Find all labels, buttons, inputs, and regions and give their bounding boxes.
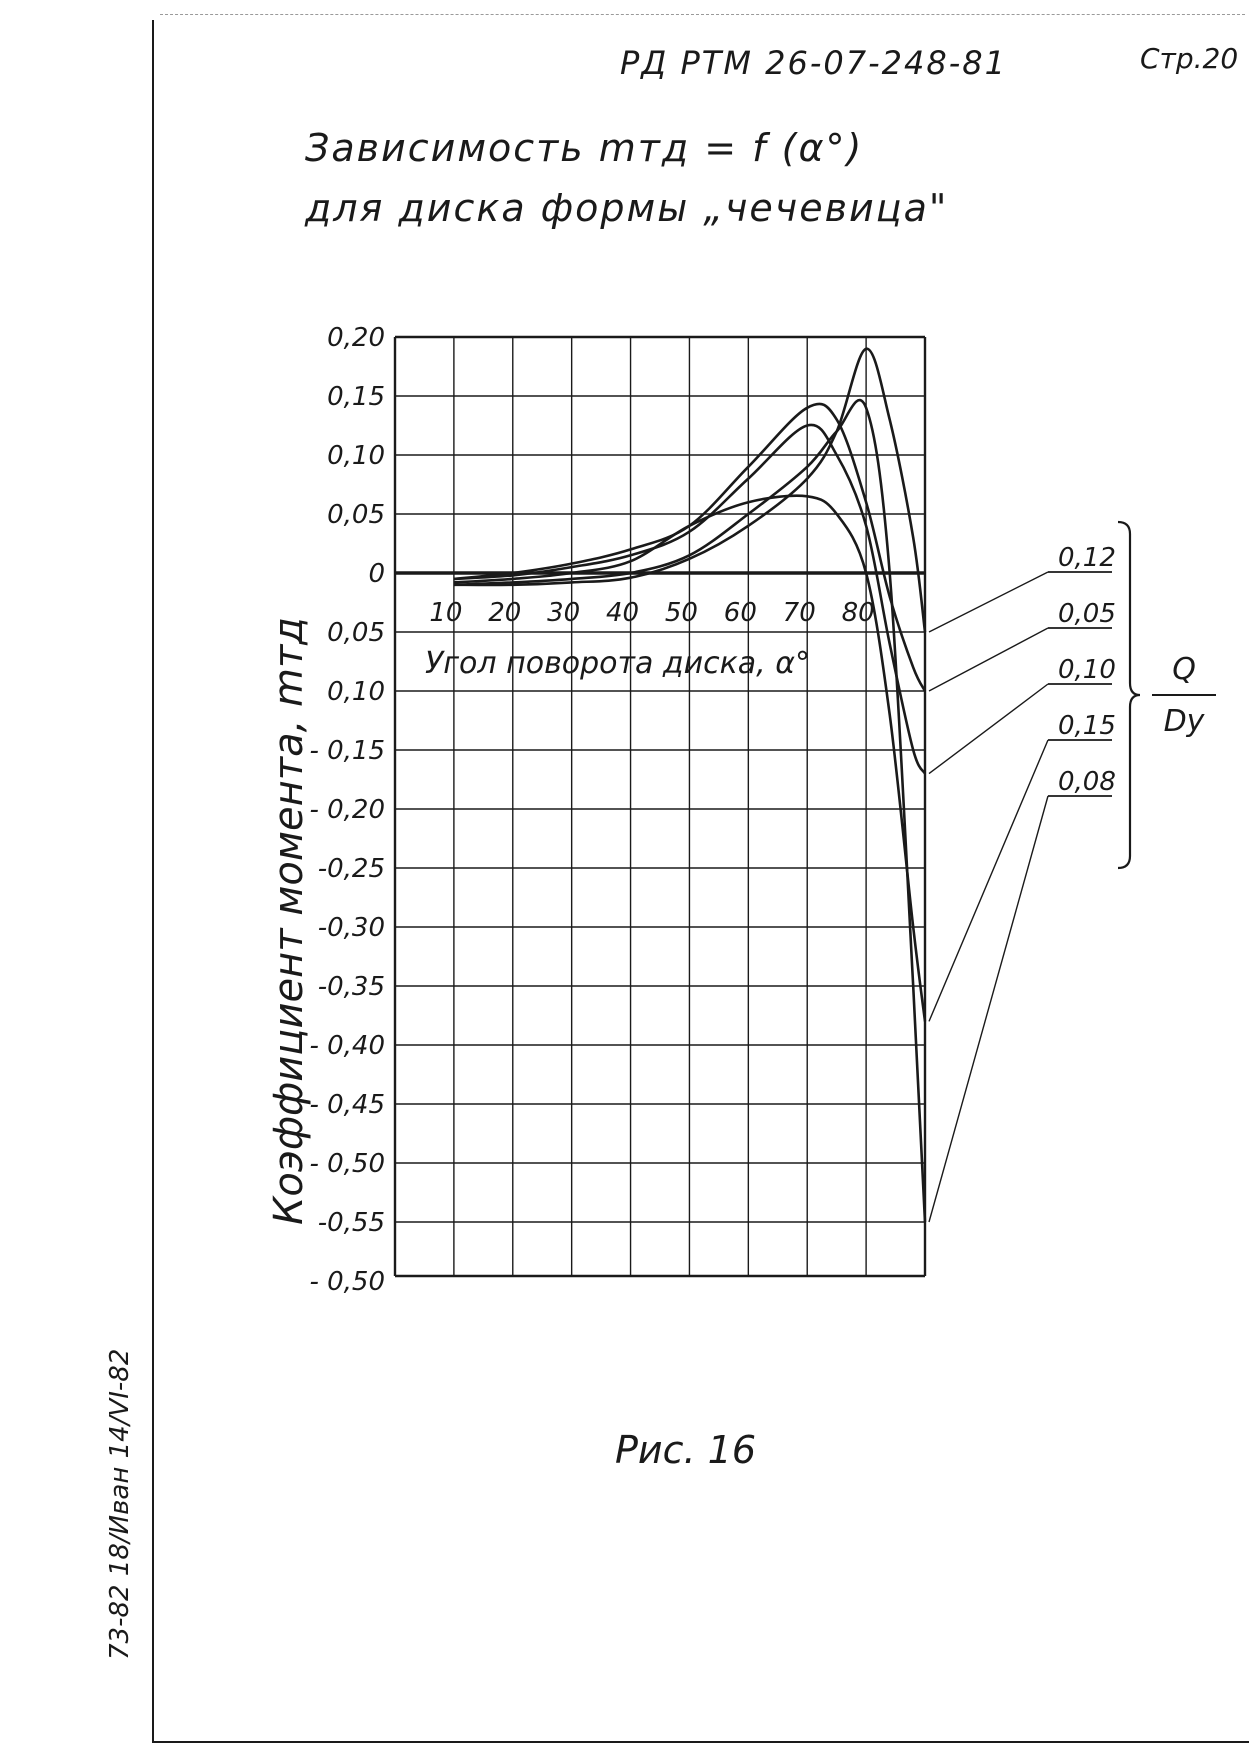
y-tick-label: 0,10 bbox=[327, 441, 385, 471]
x-tick-label: 60 bbox=[723, 598, 757, 628]
y-tick-label: - 0,20 bbox=[309, 795, 385, 825]
legend-label: 0,05 bbox=[1058, 599, 1116, 629]
page-number: Стр.20 bbox=[1140, 42, 1239, 75]
y-tick-label: 0,15 bbox=[327, 382, 385, 412]
x-tick-label: 30 bbox=[547, 598, 581, 628]
margin-signature-note: 73-82 18/Иван 14/VI-82 bbox=[105, 1348, 135, 1660]
figure-caption: Рис. 16 bbox=[615, 1428, 757, 1472]
x-tick-label: 20 bbox=[488, 598, 522, 628]
chart-grid bbox=[395, 337, 925, 1276]
legend-leader-line bbox=[929, 740, 1048, 1021]
legend-brace bbox=[1118, 522, 1140, 868]
document-code: РД РТМ 26-07-248-81 bbox=[620, 44, 1007, 82]
legend-label: 0,10 bbox=[1058, 655, 1116, 685]
y-tick-label: 0,10 bbox=[327, 677, 385, 707]
y-tick-label: -0,25 bbox=[317, 854, 385, 884]
y-tick-label: - 0,40 bbox=[309, 1031, 385, 1061]
x-tick-label: 40 bbox=[606, 598, 640, 628]
legend-leader-line bbox=[929, 572, 1048, 632]
y-tick-label: - 0,45 bbox=[309, 1090, 385, 1120]
legend-label: 0,15 bbox=[1058, 711, 1116, 741]
chart-legend bbox=[929, 522, 1216, 1222]
legend-leader-line bbox=[929, 628, 1048, 691]
legend-title-numerator: Q bbox=[1172, 652, 1196, 687]
legend-label: 0,08 bbox=[1058, 767, 1116, 797]
y-tick-label: - 0,50 bbox=[309, 1149, 385, 1179]
legend-label: 0,12 bbox=[1058, 543, 1116, 573]
chart-title-line-2: для диска формы „чечевица" bbox=[305, 186, 949, 230]
legend-leader-line bbox=[929, 796, 1048, 1222]
y-tick-label: 0 bbox=[368, 559, 385, 589]
x-tick-label: 50 bbox=[664, 598, 698, 628]
x-tick-label: 80 bbox=[841, 598, 875, 628]
y-tick-label: -0,35 bbox=[317, 972, 385, 1002]
y-tick-label: - 0,15 bbox=[309, 736, 385, 766]
y-tick-label: - 0,50 bbox=[309, 1267, 385, 1297]
chart-title-line-1: Зависимость mтд = f (α°) bbox=[305, 126, 864, 170]
x-tick-label: 70 bbox=[782, 598, 816, 628]
y-tick-label: 0,20 bbox=[327, 323, 385, 353]
x-axis-label: Угол поворота диска, α° bbox=[425, 646, 810, 681]
x-tick-label: 10 bbox=[429, 598, 463, 628]
legend-title-denominator: Dy bbox=[1163, 704, 1205, 739]
y-tick-label: -0,55 bbox=[317, 1208, 385, 1238]
y-tick-label: 0,05 bbox=[327, 500, 385, 530]
y-axis-label: Коэффициент момента, mтд bbox=[266, 617, 312, 1225]
y-tick-label: 0,05 bbox=[327, 618, 385, 648]
legend-leader-line bbox=[929, 684, 1048, 774]
y-tick-label: -0,30 bbox=[317, 913, 385, 943]
